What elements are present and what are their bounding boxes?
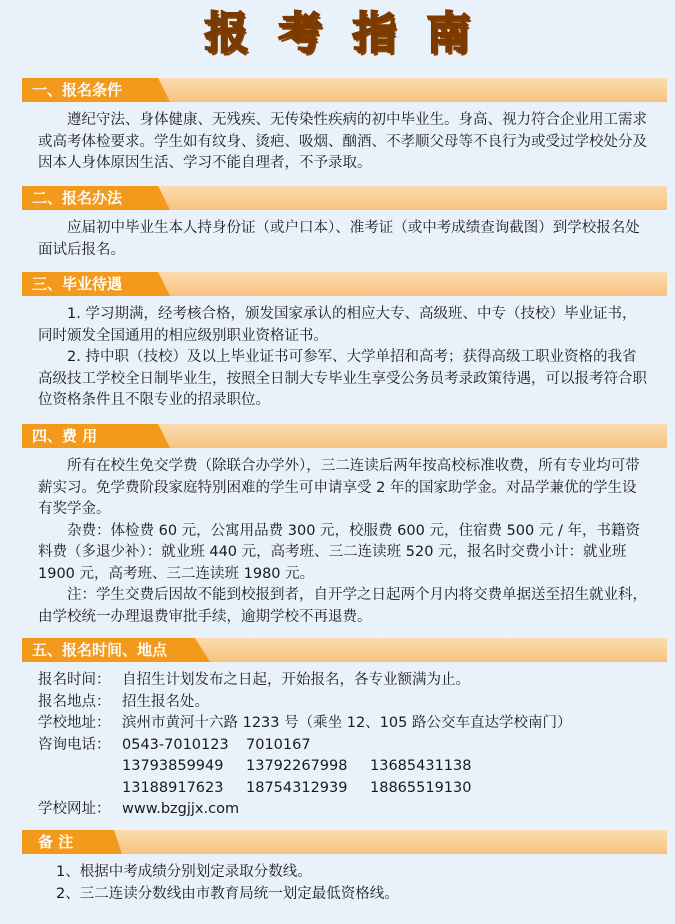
website-link[interactable]: www.bzgjjx.com (122, 801, 240, 817)
paragraph: 1. 学习期满，经考核合格，颁发国家承认的相应大专、高级班、中专（技校）毕业证书，同时颁发全国通用的相应级别职业资格证书。 (38, 306, 637, 344)
section-eligibility (0, 78, 675, 175)
phone-row (20, 778, 630, 800)
paragraph: 所有在校生免交学费（除联合办学外），三二连读后两年按高校标准收费，所有专业均可带薪实习。免学费阶段家庭特别困难的学生可申请享受 2 年的国家助学金。对品学兼优的学生设有奖学金。 (38, 458, 640, 517)
phone-number[interactable]: 0543-7010123 (122, 736, 229, 753)
phone-number[interactable]: 13685431138 (370, 758, 472, 774)
section-header (22, 638, 667, 662)
info-row-phone (20, 735, 630, 757)
info-row-website (20, 799, 630, 821)
phone-number[interactable]: 13792267998 (246, 758, 348, 774)
phone-number[interactable]: 18865519130 (370, 779, 472, 796)
info-row-time (20, 670, 630, 692)
section-heading: 三、毕业待遇 (32, 275, 123, 293)
info-row-place (20, 692, 630, 714)
info-value: 招生报名处。 (122, 693, 209, 710)
phone-number[interactable]: 18754312939 (246, 779, 348, 796)
info-key: 咨询电话： (38, 736, 111, 753)
info-row-address (20, 713, 630, 735)
section-fees (0, 424, 675, 628)
section-heading: 四、费 用 (32, 427, 98, 445)
section-heading: 二、报名办法 (32, 189, 123, 207)
section-registration-method (0, 186, 675, 261)
paragraph: 2. 持中职（技校）及以上毕业证书可参军、大学单招和高考；获得高级工职业资格的我省高级技工学校全日制毕业生，按照全日制大专毕业生享受公务员考录政策待遇，可以报考符合职位资格条件且不限专业的招录职位。 (38, 349, 647, 408)
section-header (22, 424, 667, 448)
info-key: 报名时间： (38, 672, 111, 688)
info-key: 学校地址： (38, 715, 111, 731)
phone-number[interactable]: 13188917623 (122, 779, 224, 796)
section-graduation-benefits (0, 272, 675, 412)
section-header (22, 830, 667, 854)
paragraph: 遵纪守法、身体健康、无残疾、无传染性疾病的初中毕业生。身高、视力符合企业用工需求或高考体检要求。学生如有纹身、烫疤、吸烟、酗酒、不孝顺父母等不良行为或受过学校处分及因本人身体原因生活、学习不能自理者，不予录取。 (38, 112, 647, 171)
info-value: 滨州市黄河十六路 1233 号（乘坐 12、105 路公交车直达学校南门） (122, 715, 572, 731)
section-header (22, 78, 667, 102)
paragraph: 应届初中毕业生本人持身份证（或户口本）、准考证（或中考成绩查询截图）到学校报名处面试后报名。 (38, 220, 640, 258)
info-value: 自招生计划发布之日起，开始报名，各专业额满为止。 (122, 672, 470, 688)
section-heading: 一、报名条件 (32, 81, 123, 99)
phone-number[interactable]: 13793859949 (122, 758, 224, 774)
paragraph: 杂费：体检费 60 元，公寓用品费 300 元，校服费 600 元，住宿费 500 元 / 年，书籍资料费（多退少补）：就业班 440 元，高考班、三二连读班 520 元，报名时交费小计：就业班 1900 元，高考班、三二连读班 1980 元。 (38, 522, 640, 582)
section-heading: 五、报名时间、地点 (32, 641, 168, 659)
phone-number[interactable]: 7010167 (246, 736, 311, 753)
section-heading: 备 注 (38, 833, 74, 851)
section-body (0, 662, 630, 821)
note-item: 2、三二连读分数线由市教育局统一划定最低资格线。 (56, 885, 399, 902)
info-key: 报名地点： (38, 693, 111, 710)
section-body (0, 296, 648, 412)
section-body (0, 854, 666, 905)
section-header (22, 272, 667, 296)
paragraph: 注：学生交费后因故不能到校报到者，自开学之日起两个月内将交费单据送至招生就业科，由学校统一办理退费审批手续，逾期学校不再退费。 (38, 587, 647, 625)
info-key: 学校网址： (38, 801, 111, 817)
section-time-location (0, 638, 675, 821)
section-body (0, 102, 648, 175)
section-body (0, 210, 648, 261)
section-header (22, 186, 667, 210)
section-body (0, 448, 648, 628)
page-title: 报考指南 (204, 8, 501, 59)
phone-row (20, 756, 630, 778)
section-remarks (0, 830, 675, 905)
note-item: 1、根据中考成绩分别划定录取分数线。 (56, 864, 312, 880)
